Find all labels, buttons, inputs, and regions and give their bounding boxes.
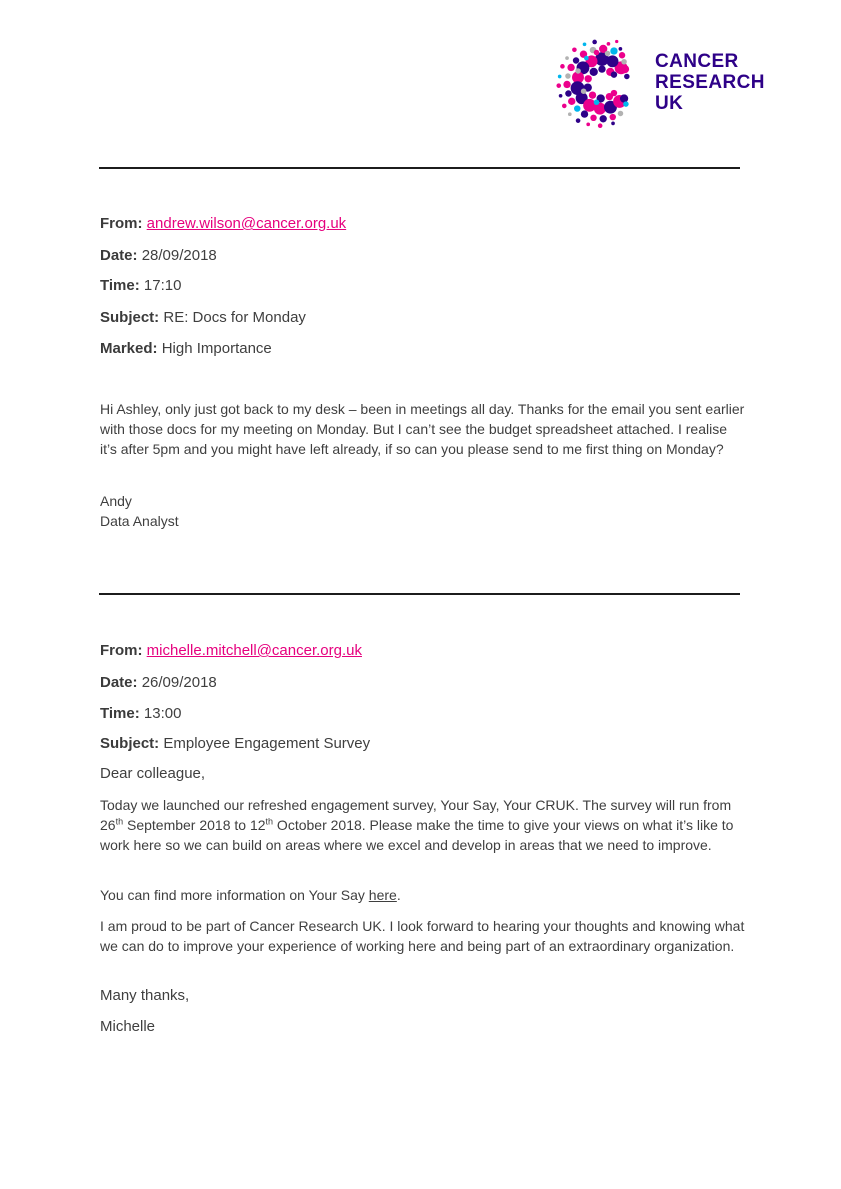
email2-signoff: Michelle	[100, 1018, 156, 1035]
email1-date-line	[100, 246, 745, 266]
from-label: From:	[100, 642, 143, 659]
cruk-logo-wordmark	[655, 51, 765, 114]
email2-paragraph-proud: I am proud to be part of Cancer Research UK. I look forward to hearing your thoughts and knowing what we can do to improve your experience of working here and being part of an extraordinary organization.	[100, 918, 745, 954]
email1-date-value: 28/09/2018	[141, 247, 217, 264]
email1-signature-name: Andy	[100, 493, 132, 509]
email2-time-value: 13:00	[143, 705, 182, 722]
email1-subject-value: RE: Docs for Monday	[163, 309, 306, 326]
email1-from-line	[100, 214, 745, 234]
email1-marked-value: High Importance	[161, 340, 272, 357]
logo-line-3: UK	[655, 92, 684, 114]
email2-paragraph-survey	[100, 795, 745, 855]
marked-label: Marked:	[100, 340, 158, 357]
email1-signature-role: Data Analyst	[100, 513, 179, 529]
cruk-dotted-c-icon	[556, 36, 648, 128]
email2-date-value: 26/09/2018	[141, 674, 217, 691]
ordinal-suffix: th	[265, 816, 274, 827]
more-info-text: You can find more information on Your Say	[100, 887, 369, 903]
survey-text-1: Today we launched our refreshed engagement survey, Your Say, Your CRUK. The survey will run from 26	[100, 797, 732, 833]
email2-time-line	[100, 704, 745, 724]
date-label: Date:	[100, 247, 138, 264]
cruk-logo	[556, 36, 765, 128]
separator-line-middle	[99, 593, 740, 595]
email1-subject-line	[100, 308, 745, 328]
survey-text-3: October 2018. Please make the time to give your views on what it’s like to work here so we can build on areas where we excel and develop in areas that we need to improve.	[100, 817, 734, 853]
email1-marked-line	[100, 339, 745, 359]
email2-subject-value: Employee Engagement Survey	[163, 735, 371, 752]
subject-label: Subject:	[100, 309, 160, 326]
email2-paragraph-more-info	[100, 885, 745, 905]
email2-from-line	[100, 641, 745, 661]
logo-line-2: RESEARCH	[655, 71, 765, 93]
email1-body-paragraph: Hi Ashley, only just got back to my desk – been in meetings all day. Thanks for the email you sent earlier with those docs for my meeting on Monday. But I can’t see the budget spreadsheet attached. I realise it’s after 5pm and you might have left already, if so can you please send to me first thing on Monday?	[100, 401, 745, 457]
time-label: Time:	[100, 705, 140, 722]
your-say-here-link[interactable]: here	[368, 887, 397, 903]
email2-date-line	[100, 673, 745, 693]
survey-text-2: September 2018 to 12	[123, 817, 266, 833]
from-label: From:	[100, 215, 143, 232]
email2-subject-line	[100, 734, 745, 754]
email1-time-value: 17:10	[143, 277, 182, 294]
more-info-period: .	[396, 887, 401, 903]
separator-line-top	[99, 167, 740, 169]
logo-line-1: CANCER	[655, 50, 739, 72]
date-label: Date:	[100, 674, 138, 691]
subject-label: Subject:	[100, 735, 160, 752]
email1-time-line	[100, 276, 745, 296]
email2-greeting: Dear colleague,	[100, 765, 206, 782]
email1-signature	[100, 491, 745, 531]
email2-closing: Many thanks,	[100, 987, 190, 1004]
email1-from-address-link[interactable]: andrew.wilson@cancer.org.uk	[146, 215, 347, 232]
time-label: Time:	[100, 277, 140, 294]
ordinal-suffix: th	[115, 816, 124, 827]
email2-from-address-link[interactable]: michelle.mitchell@cancer.org.uk	[146, 642, 362, 659]
